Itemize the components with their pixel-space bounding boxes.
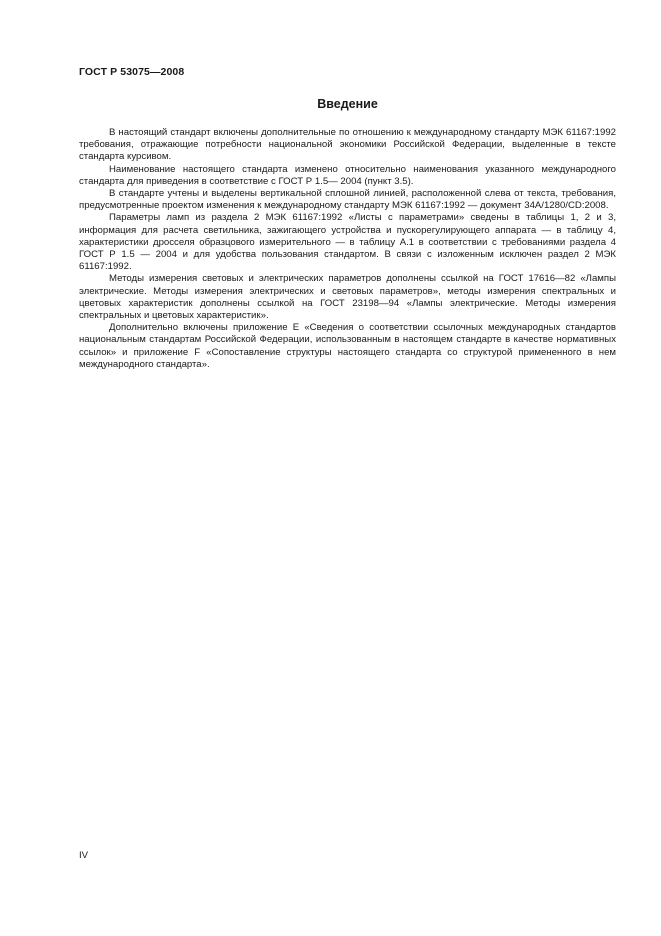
paragraph-4: Параметры ламп из раздела 2 МЭК 61167:1992 «Листы с параметрами» сведены в таблицы 1, 2 и 3, информация для расчета светильника, зажигающего устройства и пускорегулирующего аппарата — в таблицу 4, характеристики дросселя образцового измерительного — в таблицу А.1 в соответствии с требованиями раздела 4 ГОСТ Р 1.5 — 2004 и для удобства пользования стандартом. В связи с изложенным исключен раздел 2 МЭК 61167:1992. [79, 212, 616, 273]
section-title: Введение [317, 97, 378, 111]
introduction-body [79, 127, 616, 371]
document-header-id: ГОСТ Р 53075—2008 [79, 66, 185, 78]
paragraph-3: В стандарте учтены и выделены вертикальной сплошной линией, расположенной слева от текста, требования, предусмотренные проектом изменения к международному стандарту МЭК 61167:1992 — документ 34A/1280/CD:2008. [79, 188, 616, 212]
paragraph-5: Методы измерения световых и электрических параметров дополнены ссылкой на ГОСТ 17616—82 «Лампы электрические. Методы измерения электрических и световых параметров», методы измерения спектральных и цветовых характеристик дополнены ссылкой на ГОСТ 23198—94 «Лампы электрические. Методы измерения спектральных и цветовых характеристик». [79, 273, 616, 322]
paragraph-2: Наименование настоящего стандарта изменено относительно наименования указанного международного стандарта для приведения в соответствие с ГОСТ Р 1.5— 2004 (пункт 3.5). [79, 163, 616, 187]
page-number: IV [79, 850, 89, 861]
paragraph-6: Дополнительно включены приложение Е «Сведения о соответствии ссылочных международных стандартов национальным стандартам Российской Федерации, использованным в настоящем стандарте в качестве нормативных ссылок» и приложение F «Сопоставление структуры настоящего стандарта со структурой примененного в нем международного стандарта». [79, 322, 616, 370]
paragraph-1: В настоящий стандарт включены дополнительные по отношению к международному стандарту МЭК 61167:1992 требования, отражающие потребности национальной экономики Российской Федерации, выделенные в тексте стандарта курсивом. [79, 127, 616, 163]
